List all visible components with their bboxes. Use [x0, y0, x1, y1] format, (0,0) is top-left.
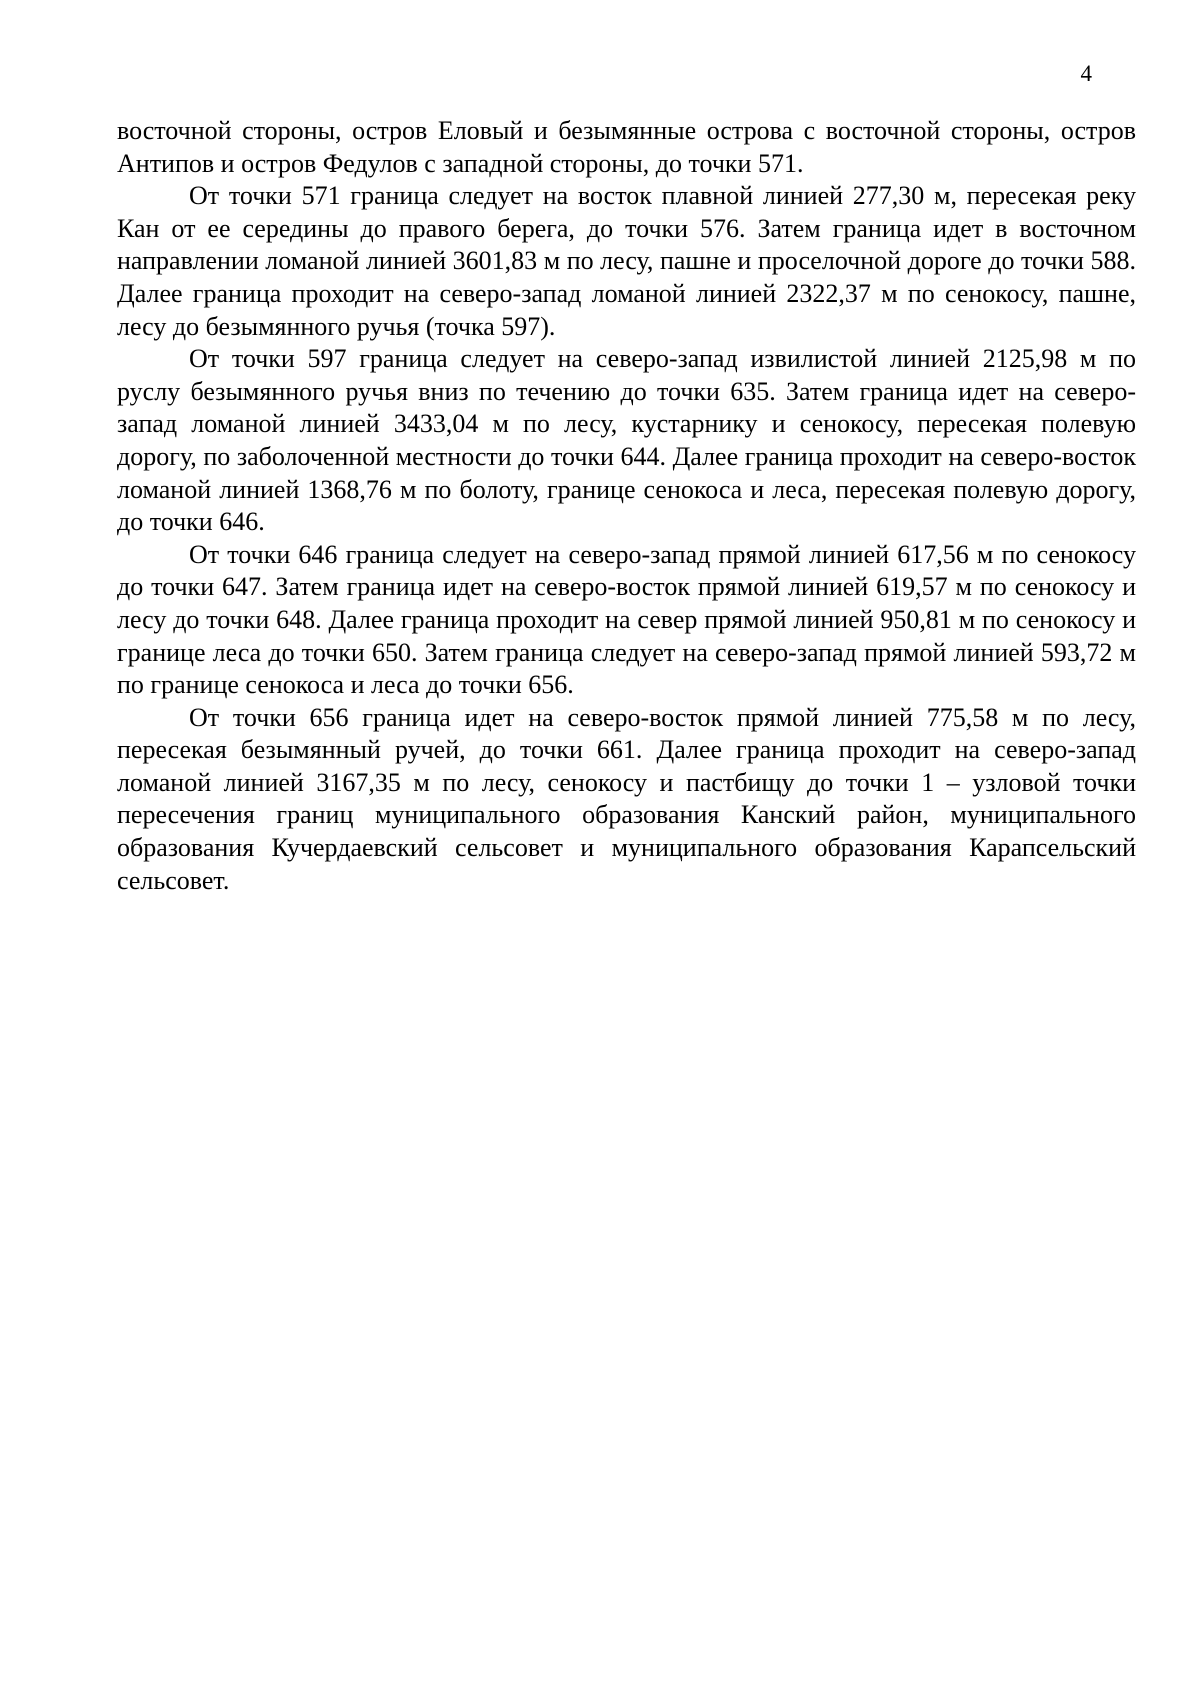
page-number: 4 — [1080, 61, 1092, 86]
paragraph-point-656: От точки 656 граница идет на северо-восток прямой линией 775,58 м по лесу, пересекая безымянный ручей, до точки 661. Далее граница проходит на северо-запад ломаной линией 3167,35 м по лесу, сенокосу и пастбищу до точки 1 – узловой точки пересечения границ муниципального образования Канский район, муниципального образования Кучердаевский сельсовет и муниципального образования Карапсельский сельсовет. — [117, 702, 1136, 895]
document-body — [117, 115, 1136, 897]
paragraph-point-571: От точки 571 граница следует на восток плавной линией 277,30 м, пересекая реку Кан от ее середины до правого берега, до точки 576. Затем граница идет в восточном направлении ломаной линией 3601,83 м по лесу, пашне и проселочной дороге до точки 588. Далее граница проходит на северо-запад ломаной линией 2322,37 м по сенокосу, пашне, лесу до безымянного ручья (точка 597). — [117, 181, 1136, 341]
paragraph-continuation: восточной стороны, остров Еловый и безымянные острова с восточной стороны, остров Антипов и остров Федулов с западной стороны, до точки 571. — [117, 116, 1136, 178]
paragraph-point-646: От точки 646 граница следует на северо-запад прямой линией 617,56 м по сенокосу до точки 647. Затем граница идет на северо-восток прямой линией 619,57 м по сенокосу и лесу до точки 648. Далее граница проходит на север прямой линией 950,81 м по сенокосу и границе леса до точки 650. Затем граница следует на северо-запад прямой линией 593,72 м по границе сенокоса и леса до точки 656. — [117, 539, 1136, 700]
paragraph-point-597: От точки 597 граница следует на северо-запад извилистой линией 2125,98 м по руслу безымянного ручья вниз по течению до точки 635. Затем граница идет на северо-запад ломаной линией 3433,04 м по лесу, кустарнику и сенокосу, пересекая полевую дорогу, по заболоченной местности до точки 644. Далее граница проходит на северо-восток ломаной линией 1368,76 м по болоту, границе сенокоса и леса, пересекая полевую дорогу, до точки 646. — [117, 344, 1136, 537]
